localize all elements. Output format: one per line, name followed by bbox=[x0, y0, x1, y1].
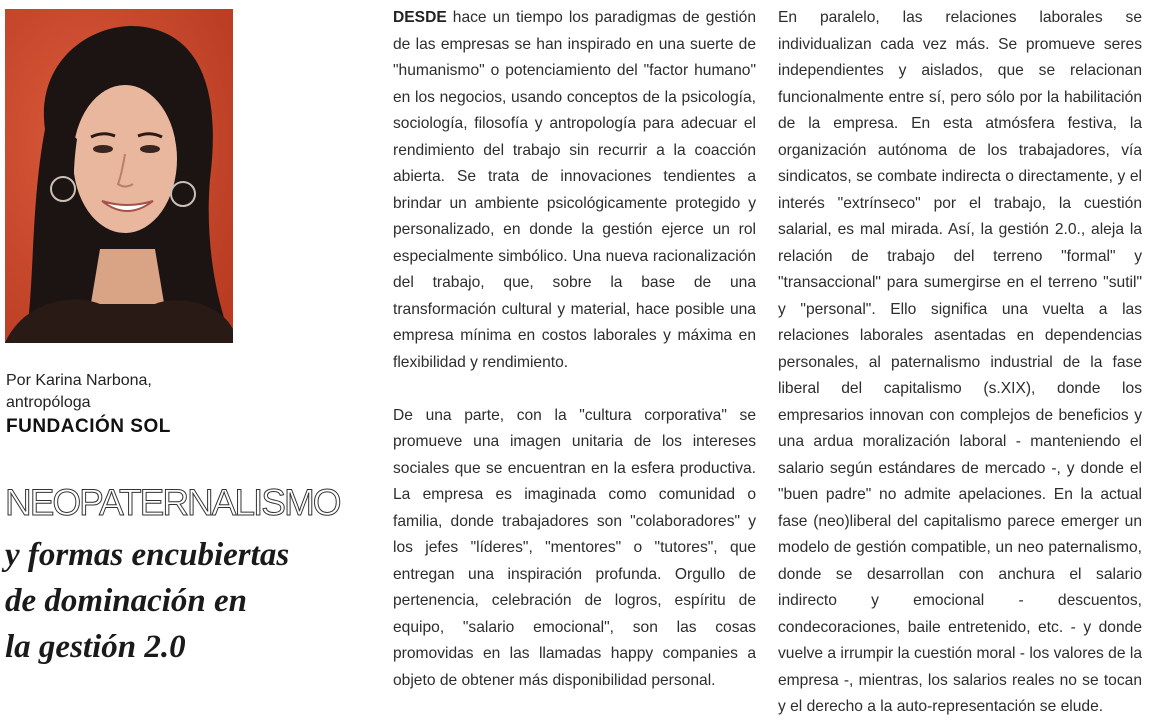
subtitle-line: la gestión 2.0 bbox=[5, 629, 186, 665]
paragraph-1-text: hace un tiempo los paradigmas de gestión de las empresas se han inspirado en una suerte de "humanismo" o potenciamiento del "factor humano" en los negocios, usando conceptos de la psicología, sociología, filosofía y antropología para adecuar el rendimiento del trabajo sin recurrir a la coacción abierta. Se trata de innovaciones tendientes a brindar un ambiente psicológicamente protegido y personalizado, en donde la gestión ejerce un rol especialmente simbólico. Una nueva racionalización del trabajo, que, sobre la base de una transformación cultural y material, hace posible una empresa mínima en costos laborales y máxima en flexibilidad y rendimiento. bbox=[393, 9, 756, 371]
lead-word: DESDE bbox=[393, 9, 447, 26]
article-column-2 bbox=[778, 5, 1142, 721]
author-role: antropóloga bbox=[6, 394, 91, 411]
article-title: NEOPATERNALISMO bbox=[5, 482, 340, 523]
paragraph-3: En paralelo, las relaciones laborales se individualizan cada vez más. Se promueve seres independientes y aislados, que se relacionan funcionalmente entre sí, pero sólo por la habilitación de la empresa. En esta atmósfera festiva, la organización autónoma de los trabajadores, vía sindicatos, se combate indirecta o directamente, y el interés "extrínseco" por el trabajo, la cuestión salarial, es mal mirada. Así, la gestión 2.0., aleja la relación de trabajo del terreno "formal" y "transaccional" para sumergirse en el terreno "sutil" y "personal". Ello significa una vuelta a las relaciones laborales asentadas en dependencias personales, al paternalismo industrial de la fase liberal del capitalismo (s.XIX), donde los empresarios innovan con complejos de beneficios y una ardua moralización laboral - manteniendo el salario según estándares de mercado -, y donde el "buen padre" no admite apelaciones. En la actual fase (neo)liberal del capitalismo parece emerger un modelo de gestión compatible, un neo paternalismo, donde se desarrollan con anchura el salario indirecto y emocional - descuentos, condecoraciones, baile entretenido, etc. - y donde vuelve a irrumpir la cuestión moral - los valores de la empresa -, mientras, los salarios reales no se tocan y el derecho a la auto-representación se elude. bbox=[778, 9, 1143, 715]
portrait-photo-icon bbox=[5, 9, 233, 343]
subtitle-line: de dominación en bbox=[5, 583, 248, 619]
author-name: Por Karina Narbona, bbox=[6, 372, 152, 389]
author-byline bbox=[6, 370, 336, 440]
author-photo bbox=[5, 9, 233, 343]
paragraph-1 bbox=[393, 5, 756, 376]
subtitle-line: y formas encubiertas bbox=[5, 537, 290, 573]
article-column-1 bbox=[393, 5, 756, 694]
paragraph-2: De una parte, con la "cultura corporativa" se promueve una imagen unitaria de los intereses sociales que se encuentran en la esfera productiva. La empresa es imaginada como comunidad o familia, donde trabajadores son "colaboradores" y los jefes "líderes", "mentores" o "tutores", que entregan una inspiración profunda. Orgullo de pertenencia, celebración de logros, espíritu de equipo, "salario emocional", son las cosas promovidas en las llamadas happy companies a objeto de obtener más disponibilidad personal. bbox=[393, 406, 756, 689]
author-organization: FUNDACIÓN SOL bbox=[6, 416, 171, 437]
article-subtitle bbox=[5, 532, 365, 670]
